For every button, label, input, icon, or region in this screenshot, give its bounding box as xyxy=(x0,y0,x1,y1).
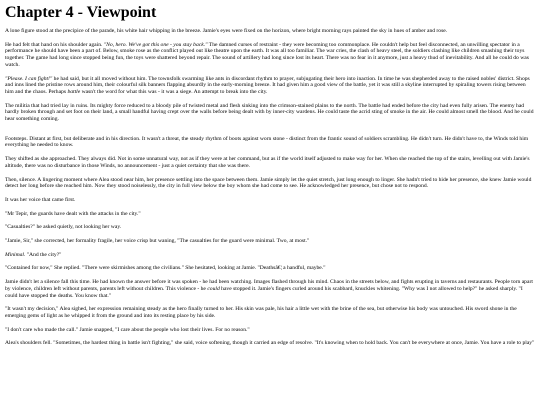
italic-text: battle xyxy=(67,88,81,95)
text-run: "Jamie, Sir," she corrected, her formality fragile, her voice crisp but waning, "The casualties for the guard were minimal. Two, at most." xyxy=(5,238,310,245)
italic-text: could xyxy=(207,285,220,292)
text-run: wasn't the word for what this was - it was a siege. An attempt to break into the city. xyxy=(80,88,268,95)
text-run: They shifted as she approached. They always did. Not in some unnatural way, not as if they were at her command, but as if the world itself adjusted to make way for her. When she reached the top of the stairs, levelling out with Jamie's altitude, there was no disturbance in those Winds, no announcement - just a quiet certainty that she was there. xyxy=(5,156,530,169)
paragraph xyxy=(5,197,535,204)
paragraph xyxy=(5,76,535,96)
paragraph xyxy=(5,42,535,69)
text-run: It was her voice that came first. xyxy=(5,196,76,203)
text-run: "It wasn't my decision," Alea sighed, her expression remaining steady as the hero finally turned to her. His skin was pale, his hair a little wet with the brine of the sea, but otherwise his body was untouched. His sword shone in the emerging gems of light as he whipped it from the ground and into its resting place by his side. xyxy=(5,306,517,319)
text-run: A lone figure stood at the precipice of the parade, his white hair whipping in the breeze. Jamie's eyes were fixed on the horizon, where bright morning rays painted the sky in hues of amber and rose. xyxy=(5,28,448,34)
text-run: "Casualties?" he asked quietly, not looking her way. xyxy=(5,224,122,231)
text-run: "Mr Tepir, the guards have dealt with the attacks in the city." xyxy=(5,210,141,217)
paragraph xyxy=(5,177,535,190)
text-run: Footsteps. Distant at first, but deliberate and in his direction. It wasn't a threat, the steady rhythm of boots against worn stone - distinct from the frantic sound of soldiers scrambling. He didn't turn. He didn't have to, the Winds told him everything he needed to know. xyxy=(5,135,529,149)
text-run: He had felt that hand on his shoulder again. xyxy=(5,41,104,48)
paragraph xyxy=(5,156,535,169)
text-run: "Contained for now," She replied. "There were skirmishes among the civilians." She hesitated, looking at Jamie. "Deathsâ€¦ a handful, maybe." xyxy=(5,265,326,272)
text-run: Then, silence. A lingering moment where Alea stood near him, her presence settling into the space between them. Jamie simply let the quiet stretch, just long enough to linger. She hadn't tried to hide her presence, she knew Jamie would detect her long before she reached him. Now they stood noiselessly, the city in full view below the boy whom she had come to see. He acknowledged her presence, but chose not to respond. xyxy=(5,176,532,190)
chapter-body xyxy=(5,28,535,347)
text-run: Jamie didn't let a silence fall this time. He had known the answer before it was spoken - he had been watching. Images flashed through his mind. Chaos in the streets below, and fights erupting in taverns and restaurants. People torn apart by violence, children left without parents, parents left without children. This violence - he xyxy=(5,279,533,292)
chapter-title: Chapter 4 - Viewpoint xyxy=(5,4,157,21)
paragraph xyxy=(5,211,535,218)
text-run: "And the city?" xyxy=(25,251,62,258)
text-run: The damned curses of restraint - they were becoming too commonplace. He couldn't help but feel disconnected, an unwilling spectator in a performance he should have been a part of. Below, smoke rose as the conflict played out like theatre upon the earth. It was all too familiar. The war cries, the clash of heavy steel, the soldiers clashing like children smashing their toys together. The game had long since stopped being fun, the toys were shattered beyond repair. The sound of artillery had long since lost its heart. There was no fear in it anymore, just a heavy thud of inevitability. And all he could do was watch. xyxy=(5,41,529,68)
italic-text: "No, hero. We've got this one - you stay back." xyxy=(103,41,208,48)
paragraph xyxy=(5,224,535,231)
paragraph xyxy=(5,252,535,259)
text-run: have stopped it. Jamie's fingers curled around his scabbard, knuckles whitening. "Why was I not allowed to help?" he asked sharply. "I could have stopped the deaths. You know that." xyxy=(5,285,523,299)
paragraph xyxy=(5,340,535,347)
italic-text: "Please. I can fight!" xyxy=(5,75,53,82)
italic-text: Minimal. xyxy=(5,251,26,258)
text-run: he had said, but it all moved without him. The townsfolk swarming like ants in discordant rhythm to prayer, subjugating their hero into inaction. In time he was shepherded away to the raised nobles' district. Shops and inns lined the pristine rows around him, their colourful silk banners flapping absurdly in the early-morning breeze. It had given him a good view of the battle, yet it was still a skyline interrupted by spiraling towers rising between him and the chaos. Perhaps xyxy=(5,75,530,95)
paragraph xyxy=(5,279,535,299)
paragraph xyxy=(5,136,535,149)
paragraph xyxy=(5,265,535,272)
paragraph xyxy=(5,238,535,245)
text-run: The militia that had tried lay in ruins. Its mighty force reduced to a bloody pile of twisted metal and flesh sinking into the crimson-stained plains to the north. The battle had ended before the city had even fully arisen. The enemy had hardly broken through and set foot on their land, a small handful having crept over the walls before being dealt with by inner-city wardens. He could taste the acrid sting of smoke in the air. He could almost smell the blood. And he could hear something coming. xyxy=(5,102,534,123)
paragraph xyxy=(5,306,535,319)
paragraph xyxy=(5,28,535,35)
text-run: Alea's shoulders fell. "Sometimes, the hardest thing in battle isn't fighting," she said, voice softening, though it carried an edge of resolve. "It's knowing when to hold back. You can't be everywhere at once, Jamie. You have a role to play" xyxy=(5,340,535,347)
paragraph xyxy=(5,103,535,123)
text-run: "I don't care who made the call." Jamie snapped, "I care about the people who lost their lives. For no reason." xyxy=(5,326,250,333)
paragraph xyxy=(5,327,535,334)
